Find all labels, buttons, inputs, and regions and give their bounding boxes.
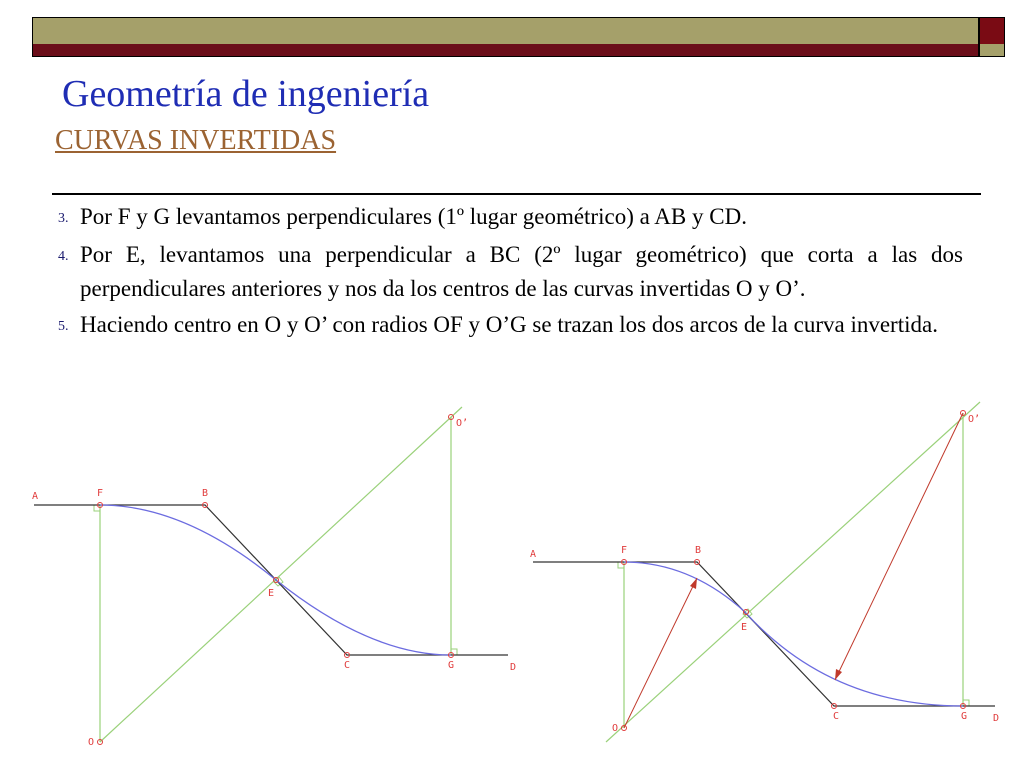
right-angle-marker — [618, 562, 624, 568]
perpendicular-line-e — [606, 402, 980, 742]
page-title: Geometría de ingeniería — [62, 73, 430, 115]
radius-line-of — [624, 578, 697, 728]
right-angle-marker — [94, 505, 100, 511]
arrowhead — [690, 578, 697, 589]
reverse-curve — [624, 562, 963, 706]
label-d: D — [510, 662, 517, 673]
tangent-polyline — [533, 562, 995, 706]
label-e: E — [741, 622, 748, 633]
tangent-polyline — [34, 505, 508, 655]
label-d: D — [993, 713, 1000, 724]
label-a: A — [530, 549, 537, 560]
label-c: C — [833, 711, 840, 722]
label-o-prime: O’ — [456, 418, 469, 429]
label-o: O — [612, 723, 619, 734]
right-angle-marker — [963, 700, 969, 706]
step-number: 4. — [58, 249, 69, 264]
step-number: 3. — [58, 211, 69, 226]
reverse-curve — [100, 505, 451, 655]
step-text: Por F y G levantamos perpendiculares (1º lugar geométrico) a AB y CD. — [80, 204, 747, 229]
section-subtitle: CURVAS INVERTIDAS — [55, 125, 337, 156]
figure-right — [530, 402, 999, 742]
label-b: B — [202, 488, 209, 499]
label-c: C — [344, 660, 351, 671]
label-o-prime: O’ — [968, 414, 981, 425]
label-f: F — [621, 545, 628, 556]
label-o: O — [88, 737, 95, 748]
step-number: 5. — [58, 319, 69, 334]
label-g: G — [961, 711, 968, 722]
radius-line-og — [835, 413, 963, 680]
figure-left — [32, 407, 516, 748]
step-text: Haciendo centro en O y O’ con radios OF y O’G se trazan los dos arcos de la curva invertida. — [80, 312, 938, 337]
perpendicular-line-e — [100, 407, 462, 742]
right-angle-marker — [451, 649, 457, 655]
label-g: G — [448, 660, 455, 671]
label-f: F — [97, 488, 104, 499]
arrowhead — [835, 669, 842, 680]
step-text: Por E, levantamos una perpendicular a BC (2º lugar geométrico) que corta a las dos perpendiculares anteriores y nos da los centros de las curvas invertidas O y O’. — [80, 242, 963, 301]
label-a: A — [32, 491, 39, 502]
label-b: B — [695, 545, 702, 556]
label-e: E — [268, 588, 275, 599]
